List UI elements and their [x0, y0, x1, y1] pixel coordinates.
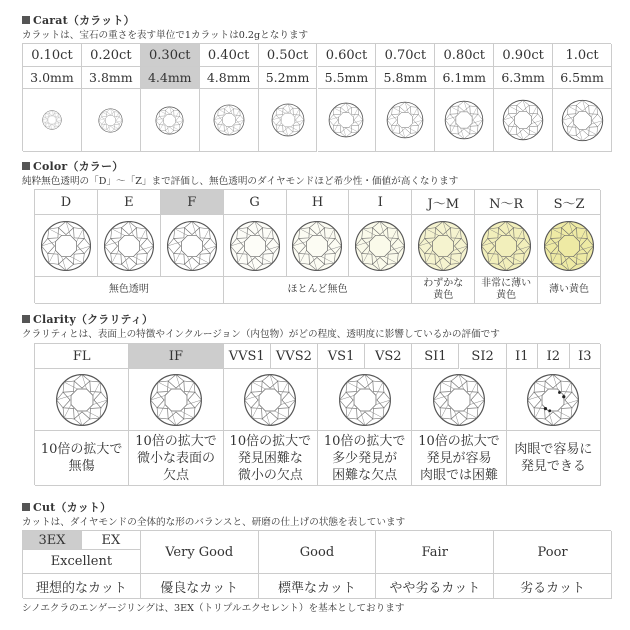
cut-description-text: 標準なカット: [278, 580, 356, 596]
cut-excellent-text: Excellent: [50, 554, 113, 569]
diamond-icon: [42, 110, 62, 130]
color-diamond-cell: [287, 215, 350, 277]
color-diamond-cell: [224, 215, 287, 277]
carat-diameter-text: 6.1mm: [442, 70, 487, 85]
color-group-label: [475, 277, 538, 304]
color-group-label-text: わずかな 黄色: [423, 278, 464, 301]
clarity-grade: [570, 344, 601, 369]
carat-subtitle: カラットは、宝石の重さを表す単位で1カラットは0.2gとなります: [22, 30, 309, 41]
cut-description-text: 劣るカット: [520, 580, 586, 596]
carat-title: Carat（カラット）: [22, 12, 135, 28]
carat-weight-text: 0.80ct: [443, 47, 485, 63]
clarity-grade-text: I1: [515, 348, 529, 364]
clarity-description-text: 10倍の拡大で 微小な表面の 欠点: [135, 433, 217, 483]
carat-diameter-text: 4.4mm: [147, 70, 192, 85]
bullet-square-icon: [22, 503, 30, 511]
color-diamond-cell: [98, 215, 161, 277]
carat-diamond-cell: [200, 89, 259, 152]
color-group-label-text: ほとんど無色: [287, 284, 348, 295]
diamond-icon: [526, 373, 580, 427]
color-grade: [35, 190, 98, 215]
clarity-diamond-cell: [129, 369, 223, 431]
color-diamond-cell: [161, 215, 224, 277]
carat-diameter-text: 5.8mm: [383, 70, 428, 85]
cut-table: [22, 530, 611, 598]
cut-grade-text: Good: [299, 544, 335, 560]
clarity-description: [318, 431, 412, 486]
carat-diamond-cell: [376, 89, 435, 152]
carat-diamond-cell: [259, 89, 318, 152]
carat-diamond-cell: [435, 89, 494, 152]
cut-description: [494, 574, 612, 599]
color-grade: [224, 190, 287, 215]
diamond-icon: [354, 220, 406, 272]
diamond-icon: [444, 100, 484, 140]
cut-grade: [376, 531, 494, 574]
color-diamond-cell: [349, 215, 412, 277]
carat-diameter: [82, 67, 141, 89]
clarity-grade-text: VS1: [327, 348, 355, 364]
clarity-description-text: 10倍の拡大で 多少発見が 困難な欠点: [323, 433, 406, 483]
clarity-grade: [507, 344, 538, 369]
carat-weight-text: 0.10ct: [31, 47, 73, 63]
carat-weight-text: 0.40ct: [207, 47, 250, 63]
color-grade: [161, 190, 224, 215]
cut-grade-text: Poor: [537, 544, 568, 560]
color-grade-text: F: [187, 194, 197, 210]
carat-table: [22, 43, 611, 151]
color-diamond-cell: [538, 215, 601, 277]
carat-diameter: [141, 67, 200, 89]
clarity-grade: [271, 344, 318, 369]
clarity-title: Clarity（クラリティ）: [22, 311, 153, 327]
diamond-icon: [40, 220, 92, 272]
clarity-grade-text: FL: [72, 348, 91, 364]
cut-ex-text: EX: [101, 532, 121, 548]
color-grade: [538, 190, 601, 215]
color-group-label: [224, 277, 413, 304]
color-grade-text: N～R: [489, 196, 524, 212]
cut-ex: [82, 531, 141, 550]
clarity-grade-text: I2: [546, 348, 561, 364]
color-group-label: [35, 277, 224, 304]
color-grade-text: H: [311, 194, 324, 210]
clarity-grade-text: VVS2: [275, 348, 312, 364]
diamond-icon: [417, 220, 469, 272]
carat-diameter-text: 6.5mm: [560, 70, 604, 85]
clarity-description: [507, 431, 601, 486]
cut-description-text: 理想的なカット: [35, 580, 127, 596]
color-grade: [287, 190, 350, 215]
cut-grade: [141, 531, 259, 574]
cut-description-text: 優良なカット: [160, 580, 239, 596]
diamond-icon: [155, 106, 184, 135]
diamond-icon: [103, 220, 155, 272]
diamond-icon: [166, 220, 218, 272]
diamond-icon: [502, 99, 544, 141]
clarity-description-text: 肉眼で容易に 発見できる: [514, 442, 593, 474]
cut-grade: [494, 531, 612, 574]
cut-3ex: [23, 531, 82, 550]
clarity-description: [412, 431, 506, 486]
clarity-table: [34, 343, 600, 485]
color-group-label-text: 非常に薄い 黄色: [481, 278, 532, 301]
carat-diameter: [259, 67, 318, 89]
clarity-description: [129, 431, 223, 486]
carat-diameter-text: 4.8mm: [206, 70, 251, 85]
bullet-square-icon: [22, 162, 30, 170]
carat-diamond-cell: [318, 89, 377, 152]
carat-weight: [553, 44, 612, 67]
carat-diamond-cell: [494, 89, 553, 152]
cut-description: [141, 574, 259, 599]
cut-description: [23, 574, 141, 599]
color-grade-text: J～M: [427, 196, 460, 212]
carat-diameter-text: 3.0mm: [30, 70, 74, 85]
clarity-grade-text: VVS1: [228, 348, 265, 364]
clarity-grade: [538, 344, 569, 369]
carat-diamond-cell: [82, 89, 141, 152]
clarity-grade-text: I3: [578, 348, 592, 364]
carat-weight: [435, 44, 494, 67]
carat-weight-text: 0.50ct: [266, 47, 309, 63]
clarity-diamond-cell: [318, 369, 412, 431]
color-table: [34, 189, 600, 303]
color-title: Color（カラー）: [22, 158, 123, 174]
color-diamond-cell: [475, 215, 538, 277]
carat-weight-text: 0.60ct: [325, 47, 368, 63]
carat-weight-text: 0.70ct: [384, 47, 427, 63]
clarity-grade: [224, 344, 271, 369]
diamond-icon: [213, 104, 245, 136]
diamond-icon: [243, 373, 297, 427]
clarity-grade: [318, 344, 365, 369]
color-subtitle: 純粋無色透明の「D」～「Z」まで評価し、無色透明のダイヤモンドほど希少性・価値が高くなります: [22, 176, 459, 187]
clarity-grade: [412, 344, 459, 369]
clarity-diamond-cell: [412, 369, 506, 431]
diamond-icon: [55, 373, 109, 427]
diamond-icon: [432, 373, 486, 427]
clarity-grade: [365, 344, 412, 369]
footer-note: シノエクラのエンゲージリングは、3EX（トリプルエクセレント）を基本としております: [22, 603, 405, 614]
color-diamond-cell: [35, 215, 98, 277]
color-grade: [475, 190, 538, 215]
diamond-icon: [271, 103, 305, 137]
carat-diameter-text: 3.8mm: [89, 70, 133, 85]
carat-diameter: [376, 67, 435, 89]
carat-diameter: [200, 67, 259, 89]
color-grade: [412, 190, 475, 215]
carat-diameter: [494, 67, 553, 89]
clarity-grade: [35, 344, 129, 369]
diamond-icon: [98, 108, 123, 133]
clarity-description-text: 10倍の拡大で 発見が容易 肉眼では困難: [418, 433, 500, 483]
clarity-grade: [460, 344, 507, 369]
cut-grade-text: Fair: [421, 544, 448, 560]
cut-excellent: [23, 550, 141, 574]
clarity-diamond-cell: [507, 369, 601, 431]
diamond-icon: [328, 102, 364, 138]
carat-weight-text: 0.20ct: [90, 47, 132, 63]
cut-description: [376, 574, 494, 599]
carat-weight: [318, 44, 377, 67]
carat-diamond-cell: [141, 89, 200, 152]
carat-weight: [82, 44, 141, 67]
clarity-description: [35, 431, 129, 486]
clarity-subtitle: クラリティとは、表面上の特徴やインクルージョン（内包物）がどの程度、透明度に影響しているかの評価です: [22, 329, 500, 340]
carat-weight: [200, 44, 259, 67]
clarity-description-text: 10倍の拡大で 発見困難な 微小の欠点: [229, 433, 312, 483]
color-diamond-cell: [412, 215, 475, 277]
cut-3ex-text: 3EX: [38, 532, 66, 548]
clarity-diamond-cell: [35, 369, 129, 431]
color-grade-text: S～Z: [553, 196, 585, 212]
carat-diamond-cell: [553, 89, 612, 152]
color-group-label: [412, 277, 475, 304]
diamond-icon: [229, 220, 281, 272]
carat-diameter-text: 5.5mm: [324, 70, 369, 85]
clarity-grade-text: VS2: [374, 348, 402, 364]
diamond-icon: [561, 99, 604, 142]
carat-weight: [494, 44, 553, 67]
cut-grade: [259, 531, 377, 574]
clarity-grade-text: SI2: [471, 348, 494, 364]
diamond-icon: [338, 373, 392, 427]
color-grade: [98, 190, 161, 215]
color-group-label: [538, 277, 601, 304]
carat-weight-text: 0.90ct: [502, 47, 544, 63]
carat-diameter-text: 6.3mm: [501, 70, 545, 85]
carat-weight: [23, 44, 82, 67]
cut-description-text: やや劣るカット: [389, 580, 481, 596]
bullet-square-icon: [22, 315, 30, 323]
carat-weight: [141, 44, 200, 67]
cut-grade-text: Very Good: [165, 544, 234, 560]
clarity-diamond-cell: [224, 369, 318, 431]
clarity-grade-text: IF: [168, 348, 184, 364]
clarity-grade: [129, 344, 223, 369]
color-grade-text: I: [377, 194, 383, 210]
carat-diameter-text: 5.2mm: [265, 70, 310, 85]
carat-weight-text: 1.0ct: [565, 47, 599, 63]
cut-title: Cut（カット）: [22, 499, 111, 515]
cut-subtitle: カットは、ダイヤモンドの全体的な形のバランスと、研磨の仕上げの状態を表しています: [22, 517, 406, 528]
clarity-grade-text: SI1: [424, 348, 447, 364]
diamond-icon: [149, 373, 203, 427]
bullet-square-icon: [22, 16, 30, 24]
color-grade-text: E: [124, 194, 134, 210]
carat-weight-text: 0.30ct: [149, 47, 191, 63]
diamond-icon: [480, 220, 532, 272]
color-grade-text: D: [60, 194, 72, 210]
carat-diameter: [318, 67, 377, 89]
diamond-icon: [386, 101, 424, 139]
cut-description: [259, 574, 377, 599]
carat-diameter: [23, 67, 82, 89]
carat-weight: [376, 44, 435, 67]
diamond-icon: [543, 220, 595, 272]
carat-diameter: [553, 67, 612, 89]
color-group-label-text: 薄い黄色: [549, 284, 590, 295]
color-group-label-text: 無色透明: [108, 284, 149, 295]
clarity-description: [224, 431, 318, 486]
color-grade: [349, 190, 412, 215]
carat-diameter: [435, 67, 494, 89]
color-grade-text: G: [249, 194, 260, 210]
clarity-description-text: 10倍の拡大で 無傷: [40, 442, 123, 474]
diamond-icon: [291, 220, 343, 272]
carat-weight: [259, 44, 318, 67]
carat-diamond-cell: [23, 89, 82, 152]
